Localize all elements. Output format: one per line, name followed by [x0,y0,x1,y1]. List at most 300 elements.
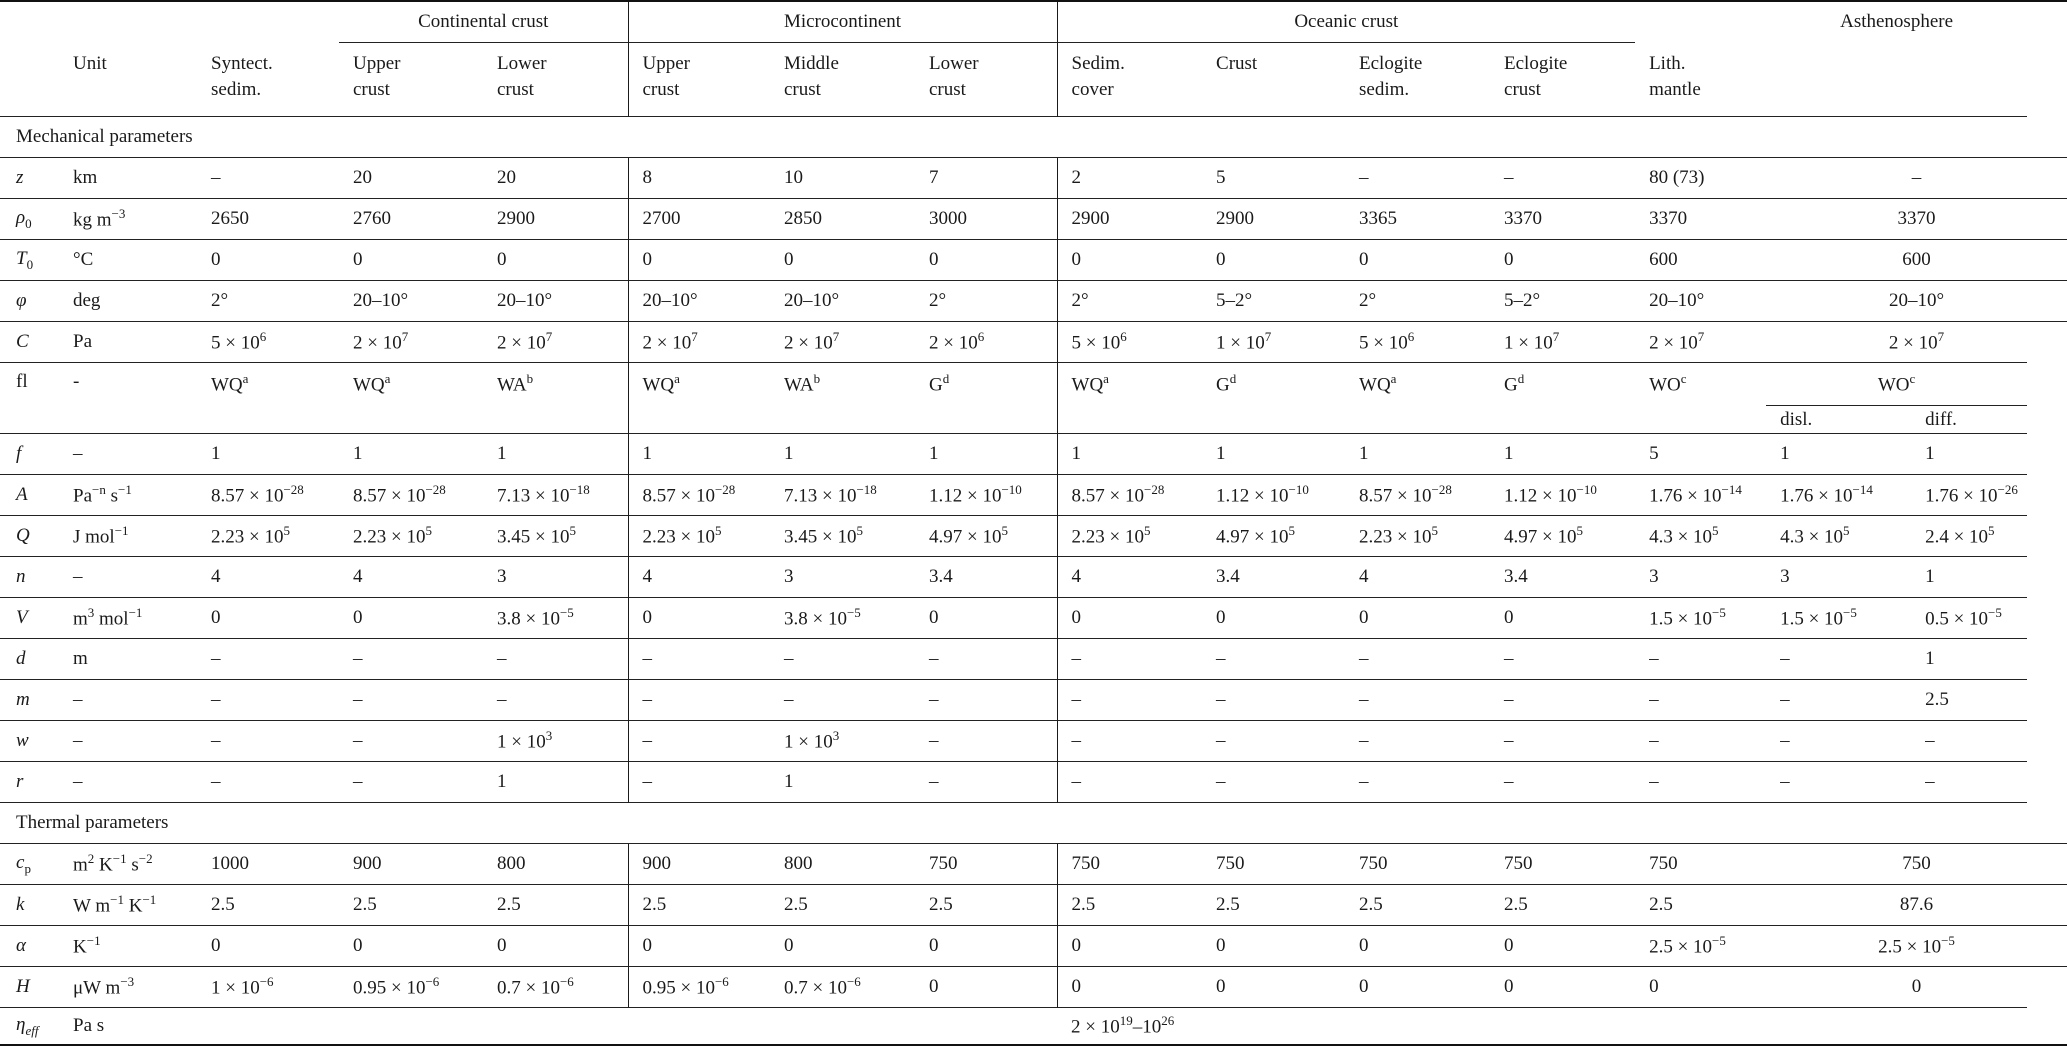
cell-n-5: 3.4 [915,557,1057,598]
row-d [0,639,2067,680]
cell-H-8: 0 [1345,967,1490,1008]
cell-alpha-4: 0 [770,926,915,967]
cell-r-5: – [915,762,1057,803]
cell-r-2: 1 [483,762,628,803]
subheader-dislocation: disl. [1780,408,1813,430]
row-fl-subheader [0,406,2067,434]
cell-cp-10: 750 [1635,844,1766,885]
unit-m: – [59,680,197,721]
cell-cp-3: 900 [628,844,770,885]
cell-k-4: 2.5 [770,885,915,926]
cell-phi-7: 5–2° [1202,281,1345,322]
symbol-cp: $c_p$ [0,844,59,885]
row-C [0,322,2067,363]
unit-C: Pa [59,322,197,363]
cell-r-1: – [339,762,483,803]
unit-rho: kg $m^{-3}$ [59,199,197,240]
cell-C-9: $1 \times 10^7$ [1490,322,1635,363]
cell-V-4: $3.8 \times 10^{-5}$ [770,598,915,639]
cell-k-0: 2.5 [197,885,339,926]
cell-r-9: – [1490,762,1635,803]
group-microcontinent: Microcontinent [628,1,1057,43]
unit-eta: Pa s [59,1008,197,1046]
cell-cp-8: 750 [1345,844,1490,885]
cell-V-7: 0 [1202,598,1345,639]
cell-V-10: $1.5 \times 10^{-5}$ [1635,598,1766,639]
cell-cp-4: 800 [770,844,915,885]
cell-rho-4: 2850 [770,199,915,240]
cell-d-12: 1 [1911,639,2027,680]
row-H [0,967,2067,1008]
cell-alpha-2: 0 [483,926,628,967]
cell-V-9: 0 [1490,598,1635,639]
cell-w-7: – [1202,721,1345,762]
cell-fl-4: $WA^b$ [770,363,915,406]
cell-w-9: – [1490,721,1635,762]
cell-d-10: – [1635,639,1766,680]
cell-cp-6: 750 [1057,844,1202,885]
cell-alpha-11: $2.5 \times 10^{-5}$ [1766,926,2067,967]
cell-r-3: – [628,762,770,803]
cell-H-5: 0 [915,967,1057,1008]
cell-fl-10: $WO^c$ [1635,363,1766,406]
unit-k: W $m^{-1}$ $K^{-1}$ [59,885,197,926]
cell-k-6: 2.5 [1057,885,1202,926]
cell-m-0: – [197,680,339,721]
cell-d-2: – [483,639,628,680]
cell-f-4: 1 [770,434,915,475]
cell-alpha-9: 0 [1490,926,1635,967]
cell-rho-0: 2650 [197,199,339,240]
symbol-T0: $T_0$ [0,240,59,281]
cell-f-8: 1 [1345,434,1490,475]
cell-V-3: 0 [628,598,770,639]
cell-cp-9: 750 [1490,844,1635,885]
unit-cp: $m^2$ $K^{-1}$ $s^{-2}$ [59,844,197,885]
symbol-C: C [0,322,59,363]
cell-Q-3: $2.23 \times 10^5$ [628,516,770,557]
cell-fl-2: $WA^b$ [483,363,628,406]
cell-z-6: 2 [1057,158,1202,199]
cell-r-10: – [1635,762,1766,803]
cell-w-3: – [628,721,770,762]
cell-n-6: 4 [1057,557,1202,598]
header-micro-upper: Upper crust [628,43,770,117]
cell-T0-1: 0 [339,240,483,281]
header-ocean-sedim: Sedim. cover [1057,43,1202,117]
symbol-f: f [0,434,59,475]
cell-z-1: 20 [339,158,483,199]
cell-rho-8: 3365 [1345,199,1490,240]
cell-n-0: 4 [197,557,339,598]
cell-rho-11: 3370 [1766,199,2067,240]
unit-V: $m^3$ mol$^{-1}$ [59,598,197,639]
header-eclogite-crust: Eclogite crust [1504,53,1568,100]
cell-A-1: $8.57 \times 10^{-28}$ [339,475,483,516]
unit-A: $Pa^{-n}$ $s^{-1}$ [59,475,197,516]
cell-f-0: 1 [197,434,339,475]
cell-H-1: $0.95 \times 10^{-6}$ [339,967,483,1008]
cell-k-5: 2.5 [915,885,1057,926]
symbol-m: m [0,680,59,721]
cell-w-8: – [1345,721,1490,762]
cell-fl-6: $WQ^a$ [1057,363,1202,406]
cell-T0-9: 0 [1490,240,1635,281]
symbol-k: k [0,885,59,926]
row-f [0,434,2067,475]
cell-C-1: $2 \times 10^7$ [339,322,483,363]
cell-m-1: – [339,680,483,721]
cell-alpha-3: 0 [628,926,770,967]
cell-V-12: $0.5 \times 10^{-5}$ [1911,598,2027,639]
header-syntect: Syntect. sedim. [211,52,273,100]
cell-H-2: $0.7 \times 10^{-6}$ [483,967,628,1008]
cell-f-6: 1 [1057,434,1202,475]
cell-r-6: – [1057,762,1202,803]
cell-alpha-8: 0 [1345,926,1490,967]
cell-d-1: – [339,639,483,680]
cell-fl-8: $WQ^a$ [1345,363,1490,406]
row-Q [0,516,2067,557]
cell-T0-6: 0 [1057,240,1202,281]
cell-C-4: $2 \times 10^7$ [770,322,915,363]
cell-alpha-6: 0 [1057,926,1202,967]
cell-k-8: 2.5 [1345,885,1490,926]
cell-n-12: 1 [1911,557,2027,598]
cell-T0-3: 0 [628,240,770,281]
section-mechanical: Mechanical parameters [0,117,2067,158]
cell-phi-1: 20–10° [339,281,483,322]
cell-alpha-5: 0 [915,926,1057,967]
symbol-rho: $\rho_0$ [0,199,59,240]
cell-cp-7: 750 [1202,844,1345,885]
cell-fl-3: $WQ^a$ [628,363,770,406]
header-lith-mantle: Lith. mantle [1649,52,1701,100]
row-fl [0,363,2067,406]
cell-Q-9: $4.97 \times 10^5$ [1490,516,1635,557]
cell-m-9: – [1490,680,1635,721]
cell-Q-1: $2.23 \times 10^5$ [339,516,483,557]
cell-f-11: 1 [1766,434,1911,475]
cell-T0-5: 0 [915,240,1057,281]
cell-w-2: $1 \times 10^3$ [483,721,628,762]
cell-r-0: – [197,762,339,803]
unit-alpha: $K^{-1}$ [59,926,197,967]
cell-m-11: – [1766,680,1911,721]
symbol-A: A [0,475,59,516]
cell-T0-10: 600 [1635,240,1766,281]
symbol-alpha: α [0,926,59,967]
cell-z-11: – [1766,158,2067,199]
cell-n-8: 4 [1345,557,1490,598]
cell-A-7: $1.12 \times 10^{-10}$ [1202,475,1345,516]
cell-A-10: $1.76 \times 10^{-14}$ [1635,475,1766,516]
cell-cp-1: 900 [339,844,483,885]
cell-z-10: 80 (73) [1635,158,1766,199]
cell-A-2: $7.13 \times 10^{-18}$ [483,475,628,516]
cell-Q-4: $3.45 \times 10^5$ [770,516,915,557]
cell-rho-7: 2900 [1202,199,1345,240]
cell-f-7: 1 [1202,434,1345,475]
cell-C-2: $2 \times 10^7$ [483,322,628,363]
cell-k-11: 87.6 [1766,885,2067,926]
cell-fl-0: $WQ^a$ [197,363,339,406]
symbol-V: V [0,598,59,639]
cell-m-3: – [628,680,770,721]
row-k [0,885,2067,926]
cell-m-5: – [915,680,1057,721]
row-r [0,762,2067,803]
cell-f-12: 1 [1911,434,2027,475]
symbol-fl: fl [0,363,59,406]
row-rho [0,199,2067,240]
header-unit: Unit [73,52,107,74]
cell-H-3: $0.95 \times 10^{-6}$ [628,967,770,1008]
cell-H-0: $1 \times 10^{-6}$ [197,967,339,1008]
symbol-H: H [0,967,59,1008]
cell-m-4: – [770,680,915,721]
cell-k-9: 2.5 [1490,885,1635,926]
column-header-row [0,43,2067,117]
cell-T0-4: 0 [770,240,915,281]
cell-f-2: 1 [483,434,628,475]
subheader-diffusion: diff. [1925,408,1957,430]
cell-r-11: – [1766,762,1911,803]
cell-rho-3: 2700 [628,199,770,240]
unit-f: – [59,434,197,475]
cell-Q-10: $4.3 \times 10^5$ [1635,516,1766,557]
cell-T0-11: 600 [1766,240,2067,281]
group-oceanic: Oceanic crust [1057,1,1635,43]
cell-A-9: $1.12 \times 10^{-10}$ [1490,475,1635,516]
row-m [0,680,2067,721]
cell-fl-5: $G^d$ [915,363,1057,406]
unit-r: – [59,762,197,803]
cell-Q-6: $2.23 \times 10^5$ [1057,516,1202,557]
cell-C-3: $2 \times 10^7$ [628,322,770,363]
cell-H-6: 0 [1057,967,1202,1008]
cell-phi-11: 20–10° [1766,281,2067,322]
cell-n-2: 3 [483,557,628,598]
cell-w-0: – [197,721,339,762]
cell-alpha-7: 0 [1202,926,1345,967]
cell-w-4: $1 \times 10^3$ [770,721,915,762]
cell-A-8: $8.57 \times 10^{-28}$ [1345,475,1490,516]
cell-phi-0: 2° [197,281,339,322]
cell-r-8: – [1345,762,1490,803]
cell-A-3: $8.57 \times 10^{-28}$ [628,475,770,516]
cell-z-8: – [1345,158,1490,199]
row-n [0,557,2067,598]
cell-w-11: – [1766,721,1911,762]
cell-n-7: 3.4 [1202,557,1345,598]
cell-f-1: 1 [339,434,483,475]
cell-eta-value: $2 \times 10^{19}-10^{26}$ [1057,1008,2027,1046]
cell-d-9: – [1490,639,1635,680]
cell-n-1: 4 [339,557,483,598]
cell-r-12: – [1911,762,2027,803]
cell-H-9: 0 [1490,967,1635,1008]
row-phi [0,281,2067,322]
unit-d: m [59,639,197,680]
symbol-n: n [0,557,59,598]
cell-f-10: 5 [1635,434,1766,475]
symbol-eta: $\eta_{eff}$ [0,1008,59,1046]
cell-A-12: $1.76 \times 10^{-26}$ [1911,475,2027,516]
cell-Q-0: $2.23 \times 10^5$ [197,516,339,557]
cell-rho-2: 2900 [483,199,628,240]
cell-rho-5: 3000 [915,199,1057,240]
cell-f-5: 1 [915,434,1057,475]
cell-k-1: 2.5 [339,885,483,926]
cell-V-1: 0 [339,598,483,639]
cell-Q-11: $4.3 \times 10^5$ [1766,516,1911,557]
cell-T0-0: 0 [197,240,339,281]
cell-w-1: – [339,721,483,762]
unit-fl: - [59,363,197,406]
cell-A-6: $8.57 \times 10^{-28}$ [1057,475,1202,516]
header-ocean-crust: Crust [1216,53,1258,74]
header-micro-lower: Lower crust [929,53,979,100]
cell-m-6: – [1057,680,1202,721]
unit-Q: J mol$^{-1}$ [59,516,197,557]
cell-H-4: $0.7 \times 10^{-6}$ [770,967,915,1008]
cell-m-10: – [1635,680,1766,721]
cell-rho-6: 2900 [1057,199,1202,240]
cell-V-8: 0 [1345,598,1490,639]
cell-C-7: $1 \times 10^7$ [1202,322,1345,363]
cell-d-6: – [1057,639,1202,680]
symbol-d: d [0,639,59,680]
cell-d-11: – [1766,639,1911,680]
cell-V-6: 0 [1057,598,1202,639]
cell-d-0: – [197,639,339,680]
section-thermal: Thermal parameters [0,803,2067,844]
cell-phi-10: 20–10° [1635,281,1766,322]
unit-z: km [59,158,197,199]
cell-rho-1: 2760 [339,199,483,240]
cell-H-7: 0 [1202,967,1345,1008]
cell-m-12: 2.5 [1911,680,2027,721]
cell-V-0: 0 [197,598,339,639]
cell-k-7: 2.5 [1202,885,1345,926]
header-eclogite-sedim: Eclogite sedim. [1359,53,1423,100]
cell-Q-5: $4.97 \times 10^5$ [915,516,1057,557]
group-header-row [0,1,2067,43]
cell-A-4: $7.13 \times 10^{-18}$ [770,475,915,516]
cell-phi-9: 5–2° [1490,281,1635,322]
symbol-z: z [0,158,59,199]
symbol-Q: Q [0,516,59,557]
unit-H: μW $m^{-3}$ [59,967,197,1008]
cell-r-4: 1 [770,762,915,803]
cell-Q-8: $2.23 \times 10^5$ [1345,516,1490,557]
row-V [0,598,2067,639]
cell-z-7: 5 [1202,158,1345,199]
cell-d-8: – [1345,639,1490,680]
cell-f-9: 1 [1490,434,1635,475]
cell-f-3: 1 [628,434,770,475]
header-cont-lower: Lower crust [497,53,547,100]
cell-z-9: – [1490,158,1635,199]
cell-fl-9: $G^d$ [1490,363,1635,406]
row-eta [0,1008,2067,1046]
cell-alpha-1: 0 [339,926,483,967]
cell-phi-8: 2° [1345,281,1490,322]
cell-z-4: 10 [770,158,915,199]
header-cont-upper: Upper crust [353,53,401,100]
cell-z-3: 8 [628,158,770,199]
cell-C-11: $2 \times 10^7$ [1766,322,2067,363]
cell-d-4: – [770,639,915,680]
cell-cp-11: 750 [1766,844,2067,885]
cell-A-0: $8.57 \times 10^{-28}$ [197,475,339,516]
cell-m-7: – [1202,680,1345,721]
cell-z-5: 7 [915,158,1057,199]
cell-fl-7: $G^d$ [1202,363,1345,406]
cell-z-2: 20 [483,158,628,199]
row-A [0,475,2067,516]
cell-C-6: $5 \times 10^6$ [1057,322,1202,363]
cell-rho-9: 3370 [1490,199,1635,240]
cell-C-0: $5 \times 10^6$ [197,322,339,363]
cell-m-2: – [483,680,628,721]
row-w [0,721,2067,762]
cell-z-0: – [197,158,339,199]
cell-r-7: – [1202,762,1345,803]
cell-rho-10: 3370 [1635,199,1766,240]
symbol-w: w [0,721,59,762]
cell-d-7: – [1202,639,1345,680]
cell-n-3: 4 [628,557,770,598]
cell-C-8: $5 \times 10^6$ [1345,322,1490,363]
cell-w-12: – [1911,721,2027,762]
cell-C-5: $2 \times 10^6$ [915,322,1057,363]
cell-H-11: 0 [1766,967,2067,1008]
cell-phi-5: 2° [915,281,1057,322]
cell-k-2: 2.5 [483,885,628,926]
cell-cp-2: 800 [483,844,628,885]
row-T0 [0,240,2067,281]
cell-V-11: $1.5 \times 10^{-5}$ [1766,598,1911,639]
group-continental: Continental crust [339,1,628,43]
cell-phi-6: 2° [1057,281,1202,322]
cell-k-10: 2.5 [1635,885,1766,926]
cell-V-2: $3.8 \times 10^{-5}$ [483,598,628,639]
unit-w: – [59,721,197,762]
cell-C-10: $2 \times 10^7$ [1635,322,1766,363]
cell-n-11: 3 [1766,557,1911,598]
cell-T0-7: 0 [1202,240,1345,281]
unit-n: – [59,557,197,598]
cell-Q-2: $3.45 \times 10^5$ [483,516,628,557]
cell-T0-2: 0 [483,240,628,281]
row-cp [0,844,2067,885]
unit-T0: °C [59,240,197,281]
cell-fl-11: $WO^c$ [1766,363,2027,406]
cell-T0-8: 0 [1345,240,1490,281]
cell-w-10: – [1635,721,1766,762]
symbol-phi: φ [0,281,59,322]
cell-V-5: 0 [915,598,1057,639]
cell-cp-0: 1000 [197,844,339,885]
row-z [0,158,2067,199]
cell-k-3: 2.5 [628,885,770,926]
unit-phi: deg [59,281,197,322]
cell-phi-4: 20–10° [770,281,915,322]
cell-alpha-10: $2.5 \times 10^{-5}$ [1635,926,1766,967]
cell-d-5: – [915,639,1057,680]
